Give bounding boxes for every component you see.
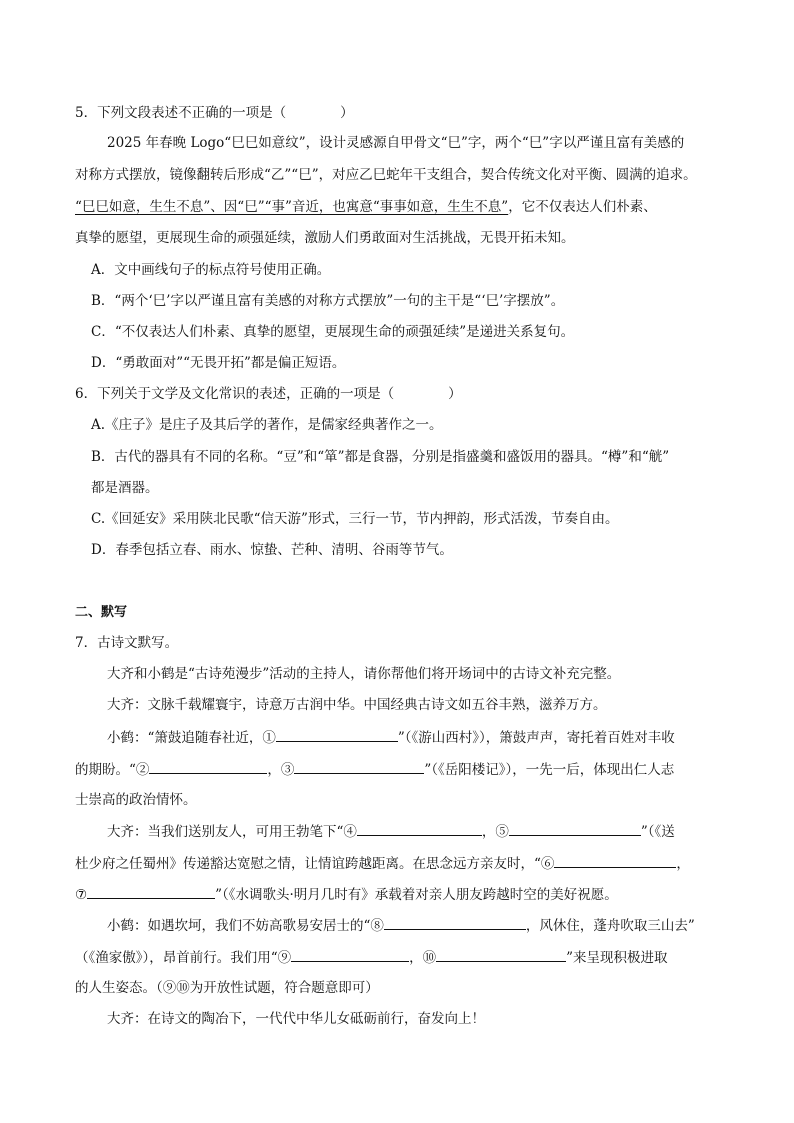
q5-stem: 5．下列文段表述不正确的一项是（ ） — [75, 105, 354, 121]
blank-4[interactable] — [357, 821, 482, 836]
q7-paragraph-1: 大齐：文脉千载耀寰宇，诗意万古润中华。中国经典古诗文如五谷丰熟，滋养万方。 — [107, 697, 607, 713]
q7-stem: 7．古诗文默写。 — [75, 635, 179, 651]
blank-9[interactable] — [291, 947, 409, 962]
blank-1[interactable] — [276, 727, 398, 742]
q7-paragraph-4-line-2: （《渔家傲》），昂首前行。我们用“⑨ ，⑩ ”来呈现积极进取 — [75, 947, 668, 968]
q7-paragraph-2-line-3: 士崇高的政治情怀。 — [75, 792, 197, 808]
q6-option-b-cont: 都是酒器。 — [91, 480, 159, 496]
q5-option-b: B．“两个‘巳’字以严谨且富有美感的对称方式摆放”一句的主干是“‘巳’字摆放”。 — [91, 293, 565, 309]
blank-2[interactable] — [149, 759, 267, 774]
q5-passage-line-4: 真挚的愿望，更展现生命的顽强延续，激励人们勇敢面对生活挑战，无畏开拓未知。 — [75, 230, 575, 246]
q5-passage-line-3: “巳巳如意，生生不息”、因“巳”“事”音近，也寓意“事事如意，生生不息”，它不仅表达人们朴素、 — [75, 199, 657, 215]
q7-paragraph-2-line-1: 小鹤：“箫鼓追随春社近，① ”（《游山西村》），箫鼓声声，寄托着百姓对丰收 — [107, 727, 675, 748]
q7-paragraph-4-line-3: 的人生姿态。（⑨⑩为开放性试题，符合题意即可） — [75, 980, 379, 996]
q6-option-c: C.《回延安》采用陕北民歌“信天游”形式，三行一节，节内押韵，形式活泼，节奏自由。 — [91, 511, 619, 527]
q7-paragraph-2-line-2: 的期盼。“② ，③ ”（《岳阳楼记》），一先一后，体现出仁人志 — [75, 759, 674, 780]
q5-option-a: A．文中画线句子的标点符号使用正确。 — [91, 262, 331, 278]
q7-intro: 大齐和小鹤是“古诗苑漫步”活动的主持人，请你帮他们将开场词中的古诗文补充完整。 — [107, 666, 621, 682]
blank-5[interactable] — [509, 821, 641, 836]
section-heading: 二、默写 — [75, 605, 128, 620]
blank-8[interactable] — [384, 915, 526, 930]
q5-passage-line-2: 对称方式摆放，镜像翻转后形成“乙”“巳”，对应乙巳蛇年干支组合，契合传统文化对平衡、圆满的追求。 — [75, 167, 697, 183]
q6-stem: 6．下列关于文学及文化常识的表述，正确的一项是（ ） — [75, 386, 462, 402]
underlined-sentence: “巳巳如意，生生不息”、因“巳”“事”音近，也寓意“事事如意，生生不息” — [75, 199, 509, 215]
q7-paragraph-3-line-1: 大齐：当我们送别友人，可用王勃笔下“④ ，⑤ ”（《送 — [107, 821, 675, 842]
q6-option-d: D．春季包括立春、雨水、惊蛰、芒种、清明、谷雨等节气。 — [91, 542, 453, 558]
q7-paragraph-3-line-2: 杜少府之任蜀州》传递豁达宽慰之情，让情谊跨越距离。在思念远方亲友时，“⑥ ， — [75, 853, 690, 874]
q7-paragraph-3-line-3: ⑦ ”（《水调歌头·明月几时有》承载着对亲人朋友跨越时空的美好祝愿。 — [75, 884, 618, 905]
q5-option-c: C．“不仅表达人们朴素、真挚的愿望，更展现生命的顽强延续”是递进关系复句。 — [91, 324, 575, 340]
q7-paragraph-4-line-1: 小鹤：如遇坎坷，我们不妨高歌易安居士的“⑧ ，风休住，蓬舟吹取三山去” — [107, 915, 695, 936]
q5-option-d: D．“勇敢面对”“无畏开拓”都是偏正短语。 — [91, 355, 346, 371]
q6-option-a: A.《庄子》是庄子及其后学的著作，是儒家经典著作之一。 — [91, 417, 443, 433]
q7-paragraph-5: 大齐：在诗文的陶冶下，一代代中华儿女砥砺前行，奋发向上！ — [107, 1011, 485, 1027]
q6-option-b: B．古代的器具有不同的名称。“豆”和“箪”都是食器，分别是指盛羹和盛饭用的器具。“樽”和“觥” — [91, 449, 670, 465]
q5-passage-line-1: 2025 年春晚 Logo“巳巳如意纹”，设计灵感源自甲骨文“巳”字，两个“巳”字以严谨且富有美感的 — [107, 135, 685, 151]
blank-10[interactable] — [436, 947, 566, 962]
blank-3[interactable] — [294, 759, 424, 774]
blank-6[interactable] — [554, 853, 676, 868]
blank-7[interactable] — [87, 884, 215, 899]
